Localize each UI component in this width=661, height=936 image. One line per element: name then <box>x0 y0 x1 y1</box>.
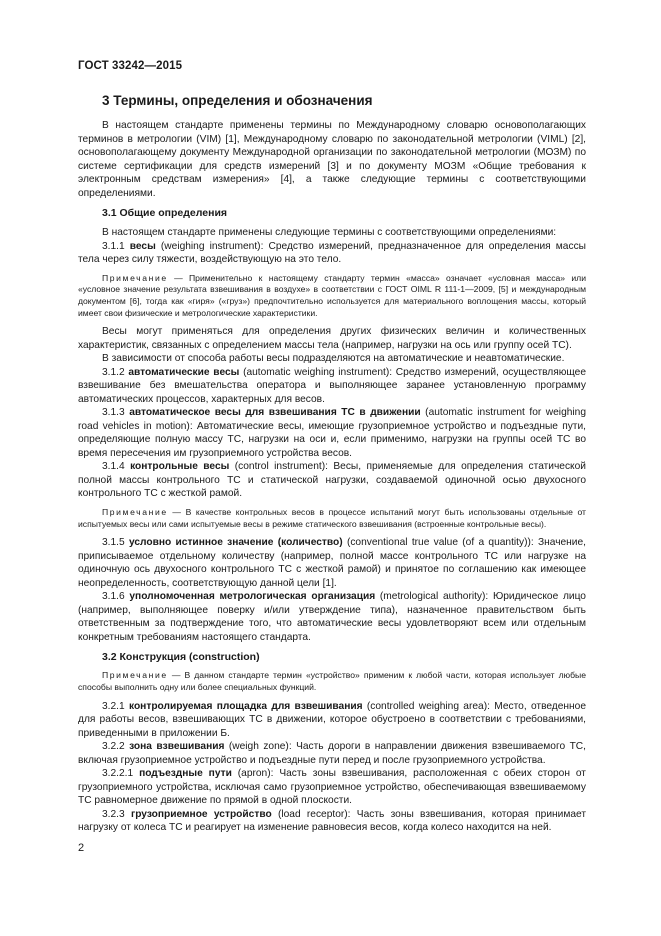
term-3-2-2: 3.2.2 зона взвешивания (weigh zone): Часть дороги в направлении движения взвешиваемого ТС, включая грузоприемное устройство и подъездные пути перед и после грузоприемного устройства. <box>78 741 586 766</box>
term-name: уполномоченная метрологическая организация <box>129 591 376 603</box>
section-intro-paragraph: В настоящем стандарте применены термины по Международному словарю основополагающих терминов в метрологии (VIM) [1], Международному словарю по законодательной метрологии (VIML) [2], основополагающему документу Международной организации по законодательной метрологии (МОЗМ) по системе сертификации для средств измерений [3] и по документу МОЗМ «Общие требования к электронным средствам измерения» [4], а также следующие термины с соответствующими определениями. <box>78 120 586 199</box>
term-name: автоматическое весы для взвешивания ТС в движении <box>129 407 421 419</box>
term-3-1-5: 3.1.5 условно истинное значение (количество) (conventional true value (of a quantity)): Значение, приписываемое отдельному количеству (например, полной массе контрольного ТС или нагрузке на одиночную ось двухосного контрольного ТС с жесткой рамой) и принятое по соглашению как имеющее неопределенность, соответствующую данной цели [1]. <box>78 537 586 589</box>
term-name: контролируемая площадка для взвешивания <box>128 700 363 712</box>
subsection-title-construction: 3.2 Конструкция (construction) <box>102 651 260 664</box>
paragraph-weighing-uses: Весы могут применяться для определения других физических величин и количественных характеристик, связанных с определением массы тела (например, нагрузки на ось или группу осей ТС). <box>78 326 586 351</box>
document-code-header: ГОСТ 33242—2015 <box>78 60 183 72</box>
note-label: Примечание <box>102 670 168 681</box>
term-3-1-1: 3.1.1 весы (weighing instrument): Средство измерений, предназначенное для определения массы тела через силу тяжести, воздействующую на это тело. <box>78 240 586 265</box>
term-3-1-3: 3.1.3 автоматическое весы для взвешивания ТС в движении (automatic instrument for weighing road vehicles in motion): Автоматические весы, имеющие грузоприемное устройство и подъездные пути, определяющие полную массу ТС, нагрузки на оси и, если применимо, нагрузки на группы осей ТС во время пересечения им грузоприемного устройства весов. <box>78 407 586 459</box>
term-3-2-3: 3.2.3 грузоприемное устройство (load receptor): Часть зоны взвешивания, которая принимает нагрузку от колеса ТС и реагирует на изменение равновесия весов, когда колесо находится на ней. <box>78 808 586 834</box>
subsection-intro-paragraph: В настоящем стандарте применены следующие термины с соответствующими определениями: <box>102 227 557 238</box>
note-label: Примечание <box>102 272 168 283</box>
term-name: автоматические весы <box>128 366 240 378</box>
term-name: грузоприемное устройство <box>130 808 272 820</box>
document-body <box>78 93 586 835</box>
term-3-1-4: 3.1.4 контрольные весы (control instrument): Весы, применяемые для определения статической полной массы контрольного ТС и статической нагрузки, создаваемой одиночной осью двухосного контрольного ТС с жесткой рамой. <box>78 461 586 500</box>
note-paragraph: Примечание — Применительно к настоящему стандарту термин «масса» означает «условная масса» или «условное значение результата взвешивания в воздухе» в соответствии с ГОСТ OIML R 111-1—2009, [5] и международным документом [6], тогда как «гиря» («груз») предпочтительно используется для материального воплощения массы, который имеет свои физические и метрологические характеристики. <box>78 272 586 318</box>
term-3-1-2: 3.1.2 автоматические весы (automatic weighing instrument): Средство измерений, осуществляющее взвешивание без вмешательства оператора и выполняющее заранее установленную программу автоматических процессов, характерных для весов. <box>78 366 586 405</box>
term-3-2-1: 3.2.1 контролируемая площадка для взвешивания (controlled weighing area): Место, отведенное для работы весов, взвешивающих ТС в движении, которое обустроено в соответствии с требованиями, приведенными в приложении Б. <box>78 700 586 739</box>
term-name: условно истинное значение (количество) <box>128 537 343 549</box>
paragraph-classification: В зависимости от способа работы весы подразделяются на автоматические и неавтоматические. <box>102 353 565 365</box>
term-name: подъездные пути <box>139 768 232 780</box>
term-3-1-6: 3.1.6 уполномоченная метрологическая организация (metrological authority): Юридическое лицо (например, выполняющее поверку и/или утверждение типа), назначенное правительством быть ответственным за подтверждение того, что автоматические весы удовлетворяют всем или отдельным конкретным требованиям настоящего стандарта. <box>78 591 586 643</box>
subsection-title-general: 3.1 Общие определения <box>102 207 228 219</box>
page-number: 2 <box>78 842 85 854</box>
term-name: весы <box>129 240 156 252</box>
note-paragraph: Примечание — В качестве контрольных весов в процессе испытаний могут быть использованы отдельные от испытуемых весы или сами испытуемые весы в режиме статического взвешивания (встроенные контрольные весы). <box>78 506 586 529</box>
note-label: Примечание <box>102 506 168 517</box>
section-title: 3 Термины, определения и обозначения <box>102 93 373 108</box>
term-name: контрольные весы <box>130 461 230 473</box>
note-paragraph: Примечание — В данном стандарте термин «устройство» применим к любой части, которая использует любые способы выполнить одну или более специальных функций. <box>78 670 586 692</box>
term-3-2-2-1: 3.2.2.1 подъездные пути (apron): Часть зоны взвешивания, расположенная с обеих сторон от грузоприемного устройства, исключая само грузоприемное устройство, обеспечивающая взвешиваемому ТС равномерное движение по прямой в одной плоскости. <box>78 768 586 807</box>
term-name: зона взвешивания <box>129 741 225 753</box>
